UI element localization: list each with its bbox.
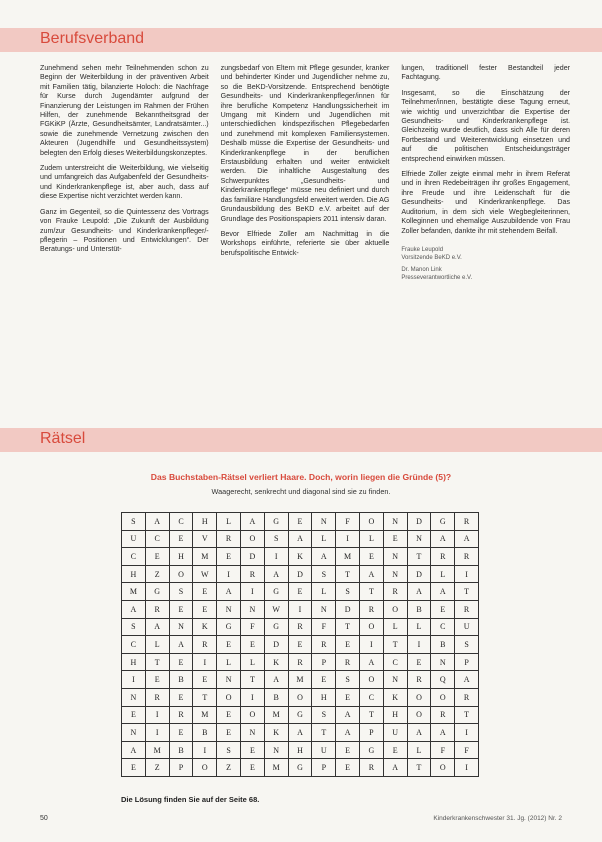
- grid-cell: O: [384, 601, 408, 619]
- grid-cell: N: [312, 513, 336, 531]
- article-column-3: [401, 64, 570, 382]
- grid-cell: C: [170, 513, 194, 531]
- grid-cell: E: [170, 601, 194, 619]
- grid-cell: M: [265, 707, 289, 725]
- grid-cell: M: [193, 707, 217, 725]
- grid-cell: N: [431, 654, 455, 672]
- grid-cell: Z: [146, 566, 170, 584]
- grid-cell: S: [455, 636, 479, 654]
- grid-cell: A: [431, 583, 455, 601]
- grid-cell: R: [217, 531, 241, 549]
- grid-cell: Q: [431, 671, 455, 689]
- grid-cell: N: [122, 689, 146, 707]
- grid-cell: R: [289, 619, 313, 637]
- grid-cell: G: [431, 513, 455, 531]
- grid-cell: I: [146, 707, 170, 725]
- grid-cell: R: [431, 548, 455, 566]
- grid-cell: A: [265, 671, 289, 689]
- grid-cell: E: [408, 654, 432, 672]
- grid-cell: E: [146, 548, 170, 566]
- grid-cell: E: [193, 583, 217, 601]
- grid-cell: B: [265, 689, 289, 707]
- grid-cell: I: [360, 636, 384, 654]
- article-columns: [40, 64, 570, 382]
- grid-cell: G: [265, 583, 289, 601]
- section-title-berufsverband: Berufsverband: [40, 30, 145, 47]
- grid-cell: L: [146, 636, 170, 654]
- grid-cell: I: [455, 566, 479, 584]
- grid-cell: I: [265, 548, 289, 566]
- word-search-grid: [121, 512, 479, 777]
- grid-cell: L: [431, 566, 455, 584]
- grid-cell: D: [265, 636, 289, 654]
- grid-cell: T: [360, 707, 384, 725]
- grid-cell: T: [408, 548, 432, 566]
- paragraph: Elfriede Zoller zeigte einmal mehr in ihrem Referat und in ihren Redebeiträgen ihr großes Engagement, ihre Freude und ihre Leidenschaft für die Gesundheits- und Kinderkrankenpflege. Das Auditorium, in dem sich viele Wegbegleiterinnen, Kolleginnen und ehemalige Auszubildende von Frau Zoller befanden, dankte ihr mit stehendem Beifall.: [401, 170, 571, 235]
- grid-cell: T: [455, 707, 479, 725]
- grid-cell: E: [241, 742, 265, 760]
- grid-cell: I: [146, 724, 170, 742]
- grid-cell: O: [217, 689, 241, 707]
- grid-cell: E: [170, 654, 194, 672]
- grid-cell: E: [336, 689, 360, 707]
- grid-cell: D: [408, 566, 432, 584]
- grid-cell: C: [122, 636, 146, 654]
- grid-cell: E: [336, 742, 360, 760]
- grid-cell: K: [193, 619, 217, 637]
- grid-cell: B: [170, 742, 194, 760]
- grid-cell: O: [431, 759, 455, 777]
- grid-cell: T: [241, 671, 265, 689]
- grid-cell: G: [265, 513, 289, 531]
- grid-cell: T: [193, 689, 217, 707]
- grid-cell: L: [384, 619, 408, 637]
- grid-cell: K: [265, 724, 289, 742]
- grid-cell: F: [336, 513, 360, 531]
- grid-cell: K: [289, 548, 313, 566]
- grid-cell: R: [360, 601, 384, 619]
- grid-cell: T: [408, 759, 432, 777]
- grid-cell: A: [122, 601, 146, 619]
- grid-cell: E: [193, 671, 217, 689]
- grid-cell: I: [193, 742, 217, 760]
- grid-cell: B: [431, 636, 455, 654]
- grid-cell: O: [408, 707, 432, 725]
- grid-cell: E: [431, 601, 455, 619]
- paragraph: lungen, traditionell fester Bestandteil jeder Fachtagung.: [401, 64, 571, 82]
- grid-cell: A: [360, 654, 384, 672]
- article-column-1: [40, 64, 209, 382]
- grid-cell: R: [289, 654, 313, 672]
- grid-cell: N: [265, 742, 289, 760]
- grid-cell: E: [193, 601, 217, 619]
- grid-cell: O: [408, 689, 432, 707]
- grid-cell: U: [312, 742, 336, 760]
- paragraph: Ganz im Gegenteil, so die Quintessenz des Vortrags von Frauke Leupold: „Die Zukunft der Ausbildung zum/zur Gesundheits- und Kinderkrankenpfleger/-pflegerin – Positionen und Entwicklungen“. Der Beratungs- und Unterstüt-: [40, 207, 209, 254]
- grid-cell: A: [455, 531, 479, 549]
- solution-note: Die Lösung finden Sie auf der Seite 68.: [121, 795, 260, 804]
- grid-cell: E: [289, 513, 313, 531]
- grid-cell: K: [384, 689, 408, 707]
- grid-cell: U: [384, 724, 408, 742]
- grid-cell: T: [384, 636, 408, 654]
- grid-cell: R: [360, 759, 384, 777]
- grid-cell: O: [360, 619, 384, 637]
- grid-cell: N: [408, 531, 432, 549]
- grid-cell: N: [241, 724, 265, 742]
- grid-cell: I: [193, 654, 217, 672]
- grid-cell: L: [241, 654, 265, 672]
- grid-cell: A: [336, 707, 360, 725]
- grid-cell: R: [170, 707, 194, 725]
- grid-cell: N: [170, 619, 194, 637]
- grid-cell: O: [170, 566, 194, 584]
- grid-cell: V: [193, 531, 217, 549]
- grid-cell: A: [289, 724, 313, 742]
- grid-cell: O: [241, 707, 265, 725]
- grid-cell: R: [455, 601, 479, 619]
- grid-cell: D: [408, 513, 432, 531]
- grid-cell: K: [265, 654, 289, 672]
- grid-cell: I: [122, 671, 146, 689]
- grid-cell: R: [455, 548, 479, 566]
- grid-cell: S: [312, 707, 336, 725]
- grid-cell: A: [146, 513, 170, 531]
- signature-role: Vorsitzende BeKD e.V.: [401, 254, 462, 261]
- grid-cell: A: [408, 583, 432, 601]
- grid-cell: N: [384, 548, 408, 566]
- grid-cell: R: [336, 654, 360, 672]
- grid-cell: M: [146, 742, 170, 760]
- grid-cell: R: [146, 689, 170, 707]
- grid-cell: H: [193, 513, 217, 531]
- grid-cell: G: [217, 619, 241, 637]
- grid-cell: I: [336, 531, 360, 549]
- grid-cell: F: [312, 619, 336, 637]
- grid-cell: P: [360, 724, 384, 742]
- grid-cell: C: [146, 531, 170, 549]
- grid-cell: I: [455, 724, 479, 742]
- grid-cell: E: [336, 759, 360, 777]
- grid-cell: D: [289, 566, 313, 584]
- grid-cell: N: [384, 566, 408, 584]
- grid-cell: N: [217, 601, 241, 619]
- grid-cell: G: [360, 742, 384, 760]
- grid-cell: R: [431, 707, 455, 725]
- grid-cell: C: [360, 689, 384, 707]
- grid-cell: E: [384, 742, 408, 760]
- grid-cell: E: [122, 707, 146, 725]
- grid-cell: T: [336, 619, 360, 637]
- grid-cell: M: [265, 759, 289, 777]
- grid-cell: M: [122, 583, 146, 601]
- grid-cell: A: [289, 531, 313, 549]
- grid-cell: G: [289, 759, 313, 777]
- grid-cell: H: [122, 566, 146, 584]
- grid-cell: H: [122, 654, 146, 672]
- grid-cell: W: [265, 601, 289, 619]
- grid-cell: U: [455, 619, 479, 637]
- grid-cell: R: [193, 636, 217, 654]
- grid-cell: L: [312, 583, 336, 601]
- paragraph: zungsbedarf von Eltern mit Pflege gesunder, kranker und behinderter Kinder und Jugendlicher nehme zu, so die BeKD-Vorsitzende. Entsprechend benötigte Gesundheits- und Kinderkrankenpfleger/innen für ihre berufliche Kompetenz Handlungssicherheit im Umgang mit Kindern und Jugendlichen mit unterschiedlichen kindspezifischen Pflegebedarfen und zunehmend mit komplexen Familiensystemen. Deshalb müsse die Expertise der Gesundheits- und Kinderkrankenpflege in der beruflichen Erstausbildung erhalten und weiter entwickelt werden. Die inhaltliche Ausgestaltung des Schwerpunktes „Gesundheits- und Kinderkrankenpflege“ müsse neu definiert und durch das familiäre Handlungsfeld erweitert werden. Die AG Grundausbildung des BeKD e.V. arbeitet auf der Grundlage des Positionspapiers 2011 intensiv daran.: [220, 64, 390, 223]
- grid-cell: N: [384, 513, 408, 531]
- grid-cell: I: [241, 583, 265, 601]
- grid-cell: P: [312, 759, 336, 777]
- grid-cell: W: [193, 566, 217, 584]
- puzzle-instructions: Waagerecht, senkrecht und diagonal sind sie zu finden.: [211, 487, 391, 496]
- paragraph: Insgesamt, so die Einschätzung der Teilnehmer/innen, bestätigte diese Tagung erneut, wie wichtig und unverzichtbar die Expertise der Gesundheits- und Kinderkrankenpflege ist. Gleichzeitig wurde deutlich, dass sich Alle für deren Fortbestand und Weiterentwicklung einsetzen und auf die politischen Entscheidungsträger entsprechend einwirken müssen.: [401, 88, 571, 163]
- grid-cell: O: [360, 671, 384, 689]
- grid-cell: A: [384, 759, 408, 777]
- grid-cell: L: [360, 531, 384, 549]
- grid-cell: B: [193, 724, 217, 742]
- signature-name: Frauke Leupold: [401, 246, 444, 253]
- grid-cell: R: [384, 583, 408, 601]
- grid-cell: F: [431, 742, 455, 760]
- signatures: [401, 246, 570, 282]
- grid-cell: D: [241, 548, 265, 566]
- grid-cell: L: [217, 513, 241, 531]
- grid-cell: A: [408, 724, 432, 742]
- grid-cell: N: [384, 671, 408, 689]
- grid-cell: R: [455, 513, 479, 531]
- grid-cell: I: [217, 566, 241, 584]
- grid-cell: M: [289, 671, 313, 689]
- signature-role: Presseverantwortliche e.V.: [401, 274, 473, 281]
- grid-cell: G: [146, 583, 170, 601]
- grid-cell: N: [217, 671, 241, 689]
- grid-cell: F: [241, 619, 265, 637]
- grid-cell: L: [312, 531, 336, 549]
- grid-cell: A: [336, 724, 360, 742]
- grid-cell: S: [122, 619, 146, 637]
- grid-cell: E: [289, 636, 313, 654]
- grid-cell: L: [408, 619, 432, 637]
- grid-cell: N: [241, 601, 265, 619]
- journal-source: Kinderkrankenschwester 31. Jg. (2012) Nr. 2: [433, 815, 562, 822]
- grid-cell: O: [289, 689, 313, 707]
- grid-cell: A: [265, 566, 289, 584]
- grid-cell: E: [146, 671, 170, 689]
- grid-cell: S: [312, 566, 336, 584]
- grid-cell: Z: [217, 759, 241, 777]
- puzzle-title: Das Buchstaben-Rätsel verliert Haare. Doch, worin liegen die Gründe (5)?: [150, 472, 452, 482]
- grid-cell: E: [170, 724, 194, 742]
- grid-cell: C: [122, 548, 146, 566]
- grid-cell: H: [289, 742, 313, 760]
- grid-cell: C: [384, 654, 408, 672]
- grid-cell: G: [289, 707, 313, 725]
- grid-cell: A: [431, 531, 455, 549]
- grid-cell: S: [122, 513, 146, 531]
- grid-cell: A: [431, 724, 455, 742]
- grid-cell: E: [360, 548, 384, 566]
- grid-cell: A: [241, 513, 265, 531]
- grid-cell: S: [336, 671, 360, 689]
- grid-cell: O: [241, 531, 265, 549]
- article-column-2: [221, 64, 390, 382]
- grid-cell: E: [217, 707, 241, 725]
- grid-cell: A: [360, 566, 384, 584]
- section-title-raetsel: Rätsel: [40, 430, 86, 447]
- signature-name: Dr. Manon Link: [401, 266, 442, 273]
- grid-cell: E: [289, 583, 313, 601]
- grid-cell: E: [336, 636, 360, 654]
- paragraph: Zudem unterstreicht die Weiterbildung, wie vielseitig und umfangreich das Aufgabenfeld der Gesundheits- und Kinderkrankenpflege ist, aber auch, dass auf diese Expertise nicht verzichtet werden kann.: [40, 164, 209, 201]
- grid-cell: O: [360, 513, 384, 531]
- grid-cell: E: [122, 759, 146, 777]
- grid-cell: S: [336, 583, 360, 601]
- grid-cell: T: [146, 654, 170, 672]
- grid-cell: I: [455, 759, 479, 777]
- grid-cell: R: [455, 689, 479, 707]
- grid-cell: P: [170, 759, 194, 777]
- page-number: 50: [40, 815, 48, 822]
- grid-cell: S: [170, 583, 194, 601]
- paragraph: Bevor Elfriede Zoller am Nachmittag in die Workshops einführte, referierte sie über aktuelle berufspolitische Entwick-: [220, 229, 390, 257]
- grid-cell: A: [170, 636, 194, 654]
- grid-cell: T: [360, 583, 384, 601]
- grid-cell: A: [312, 548, 336, 566]
- grid-cell: O: [193, 759, 217, 777]
- grid-cell: L: [408, 742, 432, 760]
- grid-cell: I: [241, 689, 265, 707]
- grid-cell: A: [122, 742, 146, 760]
- grid-cell: I: [289, 601, 313, 619]
- grid-cell: L: [217, 654, 241, 672]
- grid-cell: E: [241, 636, 265, 654]
- grid-cell: B: [170, 671, 194, 689]
- grid-cell: U: [122, 531, 146, 549]
- grid-cell: O: [431, 689, 455, 707]
- grid-cell: S: [265, 531, 289, 549]
- paragraph: Zunehmend sehen mehr Teilnehmenden schon zu Beginn der Weiterbildung in der präventiven Arbeit mit Familien tätig, bilanzierte Holoch: die Nachfrage für Kurse durch Jugendämter aufgrund der Finanzierung der Leistungen im Rahmen der Frühen Hilfen, der zunehmende Bekanntheitsgrad der FGKiKP (Ärzte, Gesundheitsämter, Landratsämter...) sowie die zunehmende Vernetzung zwischen den Akteuren (Jugendhilfe und Gesundheitssystem) belegten den Erfolg dieses Weiterbildungskonzeptes.: [40, 64, 209, 157]
- grid-cell: E: [170, 531, 194, 549]
- grid-cell: B: [408, 601, 432, 619]
- grid-cell: E: [170, 689, 194, 707]
- grid-cell: G: [265, 619, 289, 637]
- grid-cell: A: [455, 671, 479, 689]
- grid-cell: T: [336, 566, 360, 584]
- grid-cell: N: [312, 601, 336, 619]
- grid-cell: A: [217, 583, 241, 601]
- grid-cell: P: [455, 654, 479, 672]
- grid-cell: E: [217, 636, 241, 654]
- grid-cell: R: [312, 636, 336, 654]
- grid-cell: P: [312, 654, 336, 672]
- grid-cell: E: [217, 548, 241, 566]
- grid-cell: R: [408, 671, 432, 689]
- grid-cell: E: [312, 671, 336, 689]
- grid-cell: E: [217, 724, 241, 742]
- section-header-band: [0, 428, 602, 452]
- grid-cell: D: [336, 601, 360, 619]
- grid-cell: H: [384, 707, 408, 725]
- grid-cell: Z: [146, 759, 170, 777]
- grid-cell: M: [336, 548, 360, 566]
- grid-cell: N: [122, 724, 146, 742]
- grid-cell: H: [170, 548, 194, 566]
- grid-cell: I: [408, 636, 432, 654]
- grid-cell: E: [241, 759, 265, 777]
- grid-cell: F: [455, 742, 479, 760]
- grid-cell: E: [384, 531, 408, 549]
- grid-cell: S: [217, 742, 241, 760]
- grid-cell: M: [193, 548, 217, 566]
- grid-cell: T: [455, 583, 479, 601]
- grid-cell: R: [146, 601, 170, 619]
- grid-cell: A: [146, 619, 170, 637]
- grid-cell: C: [431, 619, 455, 637]
- grid-cell: H: [312, 689, 336, 707]
- grid-cell: T: [312, 724, 336, 742]
- grid-cell: R: [241, 566, 265, 584]
